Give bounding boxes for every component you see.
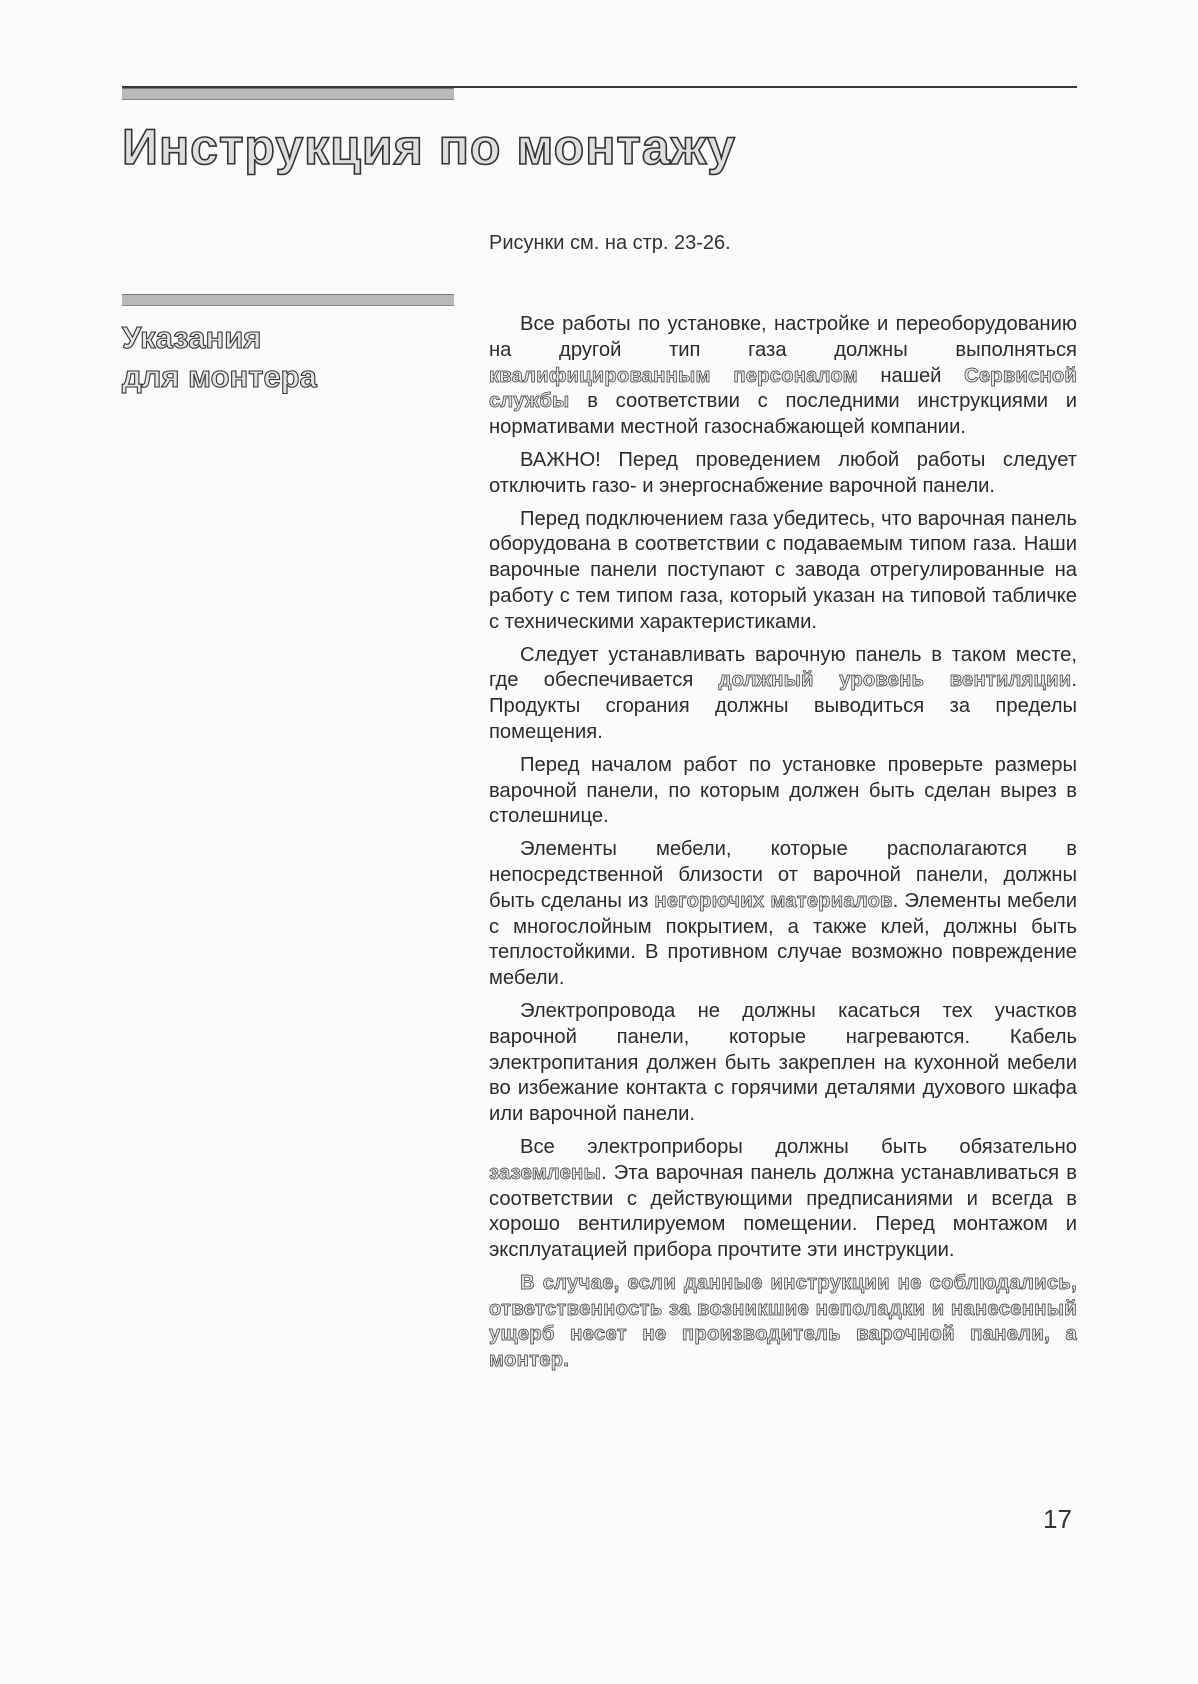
paragraph-furniture: [489, 837, 1077, 992]
highlight-service: Сервисной службы: [489, 364, 1078, 413]
page-number: 17: [1043, 1504, 1072, 1534]
paragraph-grounding: [489, 1135, 1077, 1264]
body-text: [489, 312, 1077, 1381]
figures-reference: Рисунки см. на стр. 23-26.: [489, 232, 731, 254]
text-run: Элементы мебели, которые располагаются в непосредственной близости от варочной панели, должны быть сделаны из: [489, 838, 1077, 912]
text-run: Следует устанавливать варочную панель в таком месте, где обеспечивается: [489, 643, 1077, 692]
paragraph-liability-warning: В случае, если данные инструкции не соблюдались, ответственность за возникшие неполадки и нанесенный ущерб несет не производитель варочной панели, а монтер.: [489, 1271, 1077, 1372]
section-title-line1: Указания: [122, 320, 262, 355]
page-title: Инструкция по монтажу: [122, 119, 736, 175]
highlight-nonflammable: негорючих материалов: [654, 889, 893, 912]
paragraph-gas-type: Перед подключением газа убедитесь, что варочная панель оборудована в соответствии с подаваемым типом газа. Наши варочные панели поступают с завода отрегулированные на работу с тем типом газа, который указан на типовой табличке с техническими характеристиками.: [489, 507, 1077, 633]
highlight-grounded: заземлены: [489, 1161, 601, 1184]
text-run: Все электроприборы должны быть обязательно: [520, 1135, 1077, 1158]
paragraph-important: ВАЖНО! Перед проведением любой работы следует отключить газо- и энергоснабжение варочной панели.: [489, 448, 1077, 497]
text-run: . Эта варочная панель должна устанавливаться в соответствии с действующими предписаниями и всегда в хорошо вентилируемом помещении. Перед монтажом и эксплуатацией прибора прочтите эти инструкции.: [489, 1161, 1077, 1262]
paragraph-wiring: Электропровода не должны касаться тех участков варочной панели, которые нагреваются. Кабель электропитания должен быть закреплен на кухонной мебели во избежание контакта с горячими деталями духового шкафа или варочной панели.: [489, 999, 1077, 1126]
highlight-ventilation: должный уровень вентиляции: [718, 669, 1072, 692]
text-run: . Элементы мебели с многослойным покрытием, а также клей, должны быть теплостойкими. В противном случае возможно повреждение мебели.: [489, 889, 1077, 990]
section-title: [122, 318, 452, 396]
highlight-qualified-staff: квалифицированным персоналом: [489, 364, 858, 387]
text-run: нашей: [857, 364, 965, 387]
text-run: в соответствии с последними инструкциями и нормативами местной газоснабжающей компании.: [489, 390, 1077, 439]
header-rule-thick: [122, 88, 454, 100]
section-rule: [122, 294, 454, 306]
text-run: Все работы по установке, настройке и переоборудованию на другой тип газа должны выполняться: [489, 313, 1077, 361]
paragraph-ventilation: [489, 643, 1077, 746]
text-run: . Продукты сгорания должны выводиться за пределы помещения.: [489, 669, 1077, 743]
section-title-line2: для монтера: [122, 359, 317, 395]
paragraph-qualified-staff: [489, 312, 1077, 441]
paragraph-dimensions: Перед началом работ по установке проверьте размеры варочной панели, по которым должен быть сделан вырез в столешнице.: [489, 753, 1077, 828]
